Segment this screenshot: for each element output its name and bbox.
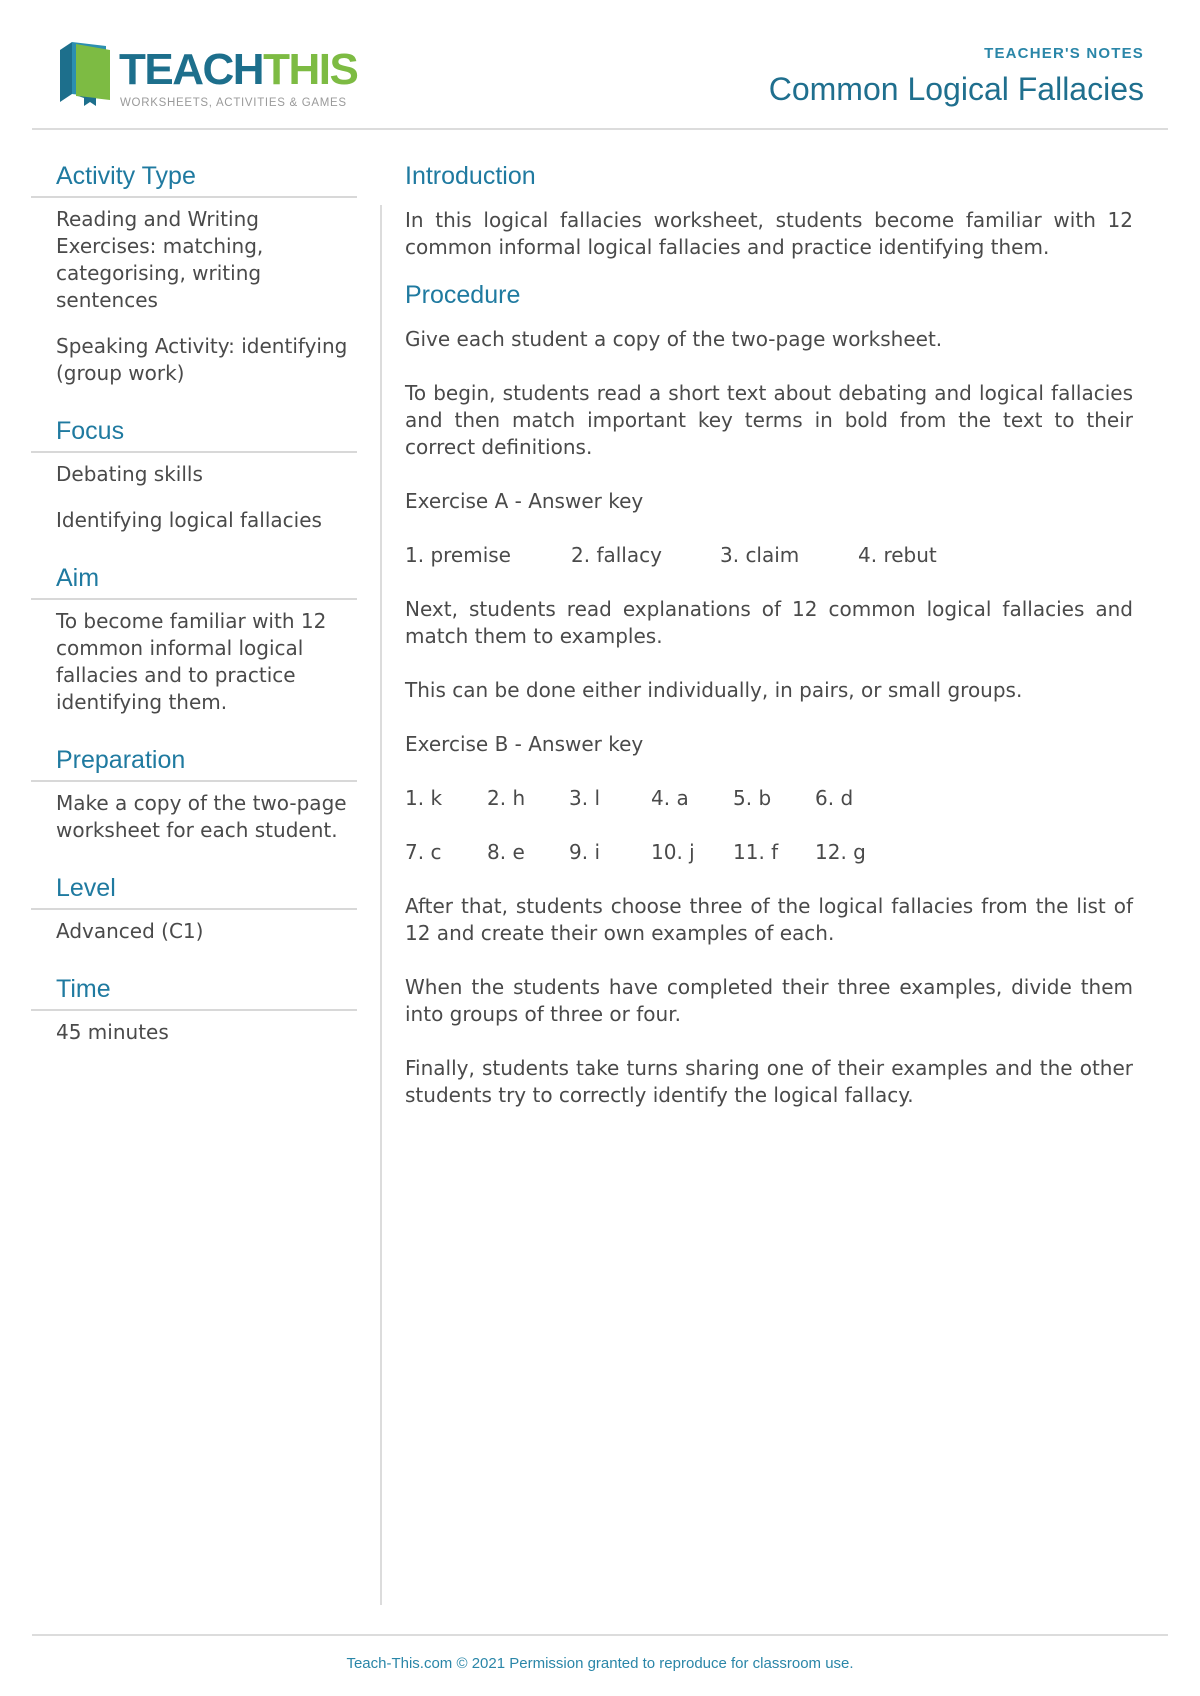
column-divider — [380, 205, 382, 1605]
aim-heading: Aim — [31, 560, 357, 600]
procedure-paragraph: To begin, students read a short text about debating and logical fallacies and then match important key terms in bold from the text to their correct definitions. — [405, 381, 1133, 459]
preparation-section — [31, 742, 357, 844]
answer-item: 1. premise — [405, 543, 511, 567]
procedure-paragraph: When the students have completed their three examples, divide them into groups of three or four. — [405, 975, 1133, 1026]
exercise-a-label: Exercise A - Answer key — [405, 489, 644, 513]
footer-divider — [32, 1634, 1168, 1636]
introduction-text: In this logical fallacies worksheet, students become familiar with 12 common informal logical fallacies and practice identifying them. — [405, 208, 1133, 259]
focus-section — [31, 413, 357, 534]
focus-heading: Focus — [31, 413, 357, 453]
teach-this-logo[interactable] — [56, 40, 366, 112]
exercise-b-answers-row-1 — [405, 785, 1133, 812]
answer-item: 12. g — [815, 840, 866, 864]
level-heading: Level — [31, 870, 357, 910]
answer-item: 11. f — [733, 840, 779, 864]
logo-wordmark — [119, 46, 357, 94]
answer-item: 10. j — [651, 840, 695, 864]
page-title: Common Logical Fallacies — [768, 71, 1144, 107]
activity-type-section — [31, 158, 357, 387]
activity-type-heading: Activity Type — [31, 158, 357, 198]
procedure-paragraph: Next, students read explanations of 12 common logical fallacies and match them to examples. — [405, 597, 1133, 648]
logo-word-this: THIS — [263, 45, 358, 94]
time-section — [31, 971, 357, 1046]
aim-text: To become familiar with 12 common informal logical fallacies and to practice identifying them. — [56, 609, 327, 714]
exercise-b-label: Exercise B - Answer key — [405, 732, 644, 756]
procedure-heading: Procedure — [405, 281, 521, 309]
preparation-heading: Preparation — [31, 742, 357, 782]
answer-item: 4. a — [651, 786, 689, 810]
aim-section — [31, 560, 357, 716]
focus-text: Identifying logical fallacies — [56, 508, 322, 532]
answer-item: 2. h — [487, 786, 526, 810]
procedure-paragraph: Give each student a copy of the two-page worksheet. — [405, 327, 943, 351]
book-logo-icon — [56, 40, 116, 106]
exercise-a-answers — [405, 542, 1133, 569]
answer-item: 6. d — [815, 786, 854, 810]
footer-copyright: Teach-This.com © 2021 Permission granted to reproduce for classroom use. — [346, 1655, 854, 1672]
procedure-paragraph: After that, students choose three of the logical fallacies from the list of 12 and create their own examples of each. — [405, 894, 1133, 945]
answer-item: 8. e — [487, 840, 525, 864]
time-text: 45 minutes — [56, 1020, 169, 1044]
exercise-b-answers-row-2 — [405, 839, 1133, 866]
activity-type-text: Speaking Activity: identifying (group work) — [56, 334, 348, 385]
logo-tagline: WORKSHEETS, ACTIVITIES & GAMES — [120, 97, 347, 109]
preparation-text: Make a copy of the two-page worksheet for each student. — [56, 791, 347, 842]
procedure-paragraph: This can be done either individually, in pairs, or small groups. — [405, 678, 1023, 702]
activity-type-text: Reading and Writing Exercises: matching, categorising, writing sentences — [56, 207, 264, 312]
answer-item: 3. l — [569, 786, 600, 810]
answer-item: 2. fallacy — [571, 543, 662, 567]
page-header — [0, 0, 1200, 130]
procedure-paragraph: Finally, students take turns sharing one of their examples and the other students try to correctly identify the logical fallacy. — [405, 1056, 1133, 1107]
sidebar — [31, 158, 357, 1072]
answer-item: 5. b — [733, 786, 772, 810]
answer-item: 3. claim — [720, 543, 800, 567]
answer-item: 7. c — [405, 840, 442, 864]
focus-text: Debating skills — [56, 462, 203, 486]
main-content — [405, 158, 1133, 1136]
introduction-heading: Introduction — [405, 162, 536, 190]
answer-item: 9. i — [569, 840, 600, 864]
level-text: Advanced (C1) — [56, 919, 204, 943]
time-heading: Time — [31, 971, 357, 1011]
teachers-notes-label: TEACHER'S NOTES — [984, 45, 1144, 62]
answer-item: 4. rebut — [858, 543, 937, 567]
answer-item: 1. k — [405, 786, 443, 810]
logo-word-teach: TEACH — [119, 45, 264, 94]
header-divider — [32, 128, 1168, 130]
level-section — [31, 870, 357, 945]
